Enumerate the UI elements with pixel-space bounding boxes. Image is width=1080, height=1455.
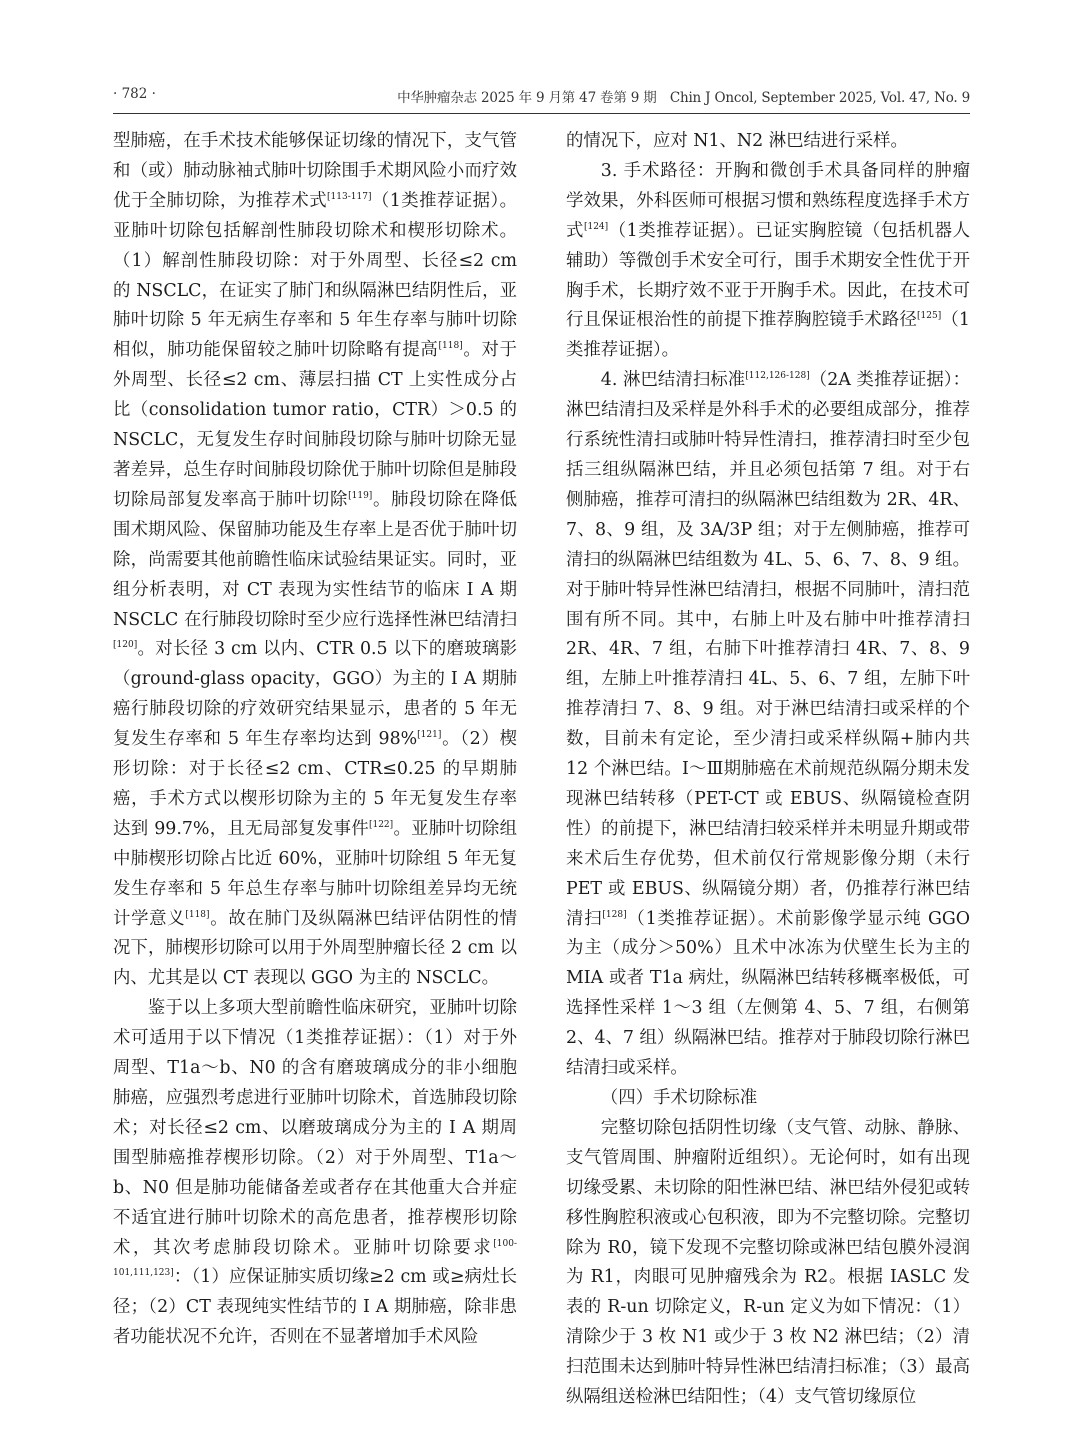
paragraph-lymph-node-dissection: 4. 淋巴结清扫标准[112,126-128]（2A 类推荐证据）：淋巴结清扫及采样是外科手术的必要组成部分，推荐行系统性清扫或肺叶特异性清扫，推荐清扫时至少包括三组纵隔淋巴结，并且必须包括第 7 组。对于右侧肺癌，推荐可清扫的纵隔淋巴结组数为 2R、4R、7、8、9 组，及 3A/3P 组；对于左侧肺癌，推荐可清扫的纵隔淋巴结组数为 4L、5、6、7、8、9 组。对于肺叶特异性淋巴结清扫，根据不同肺叶，清扫范围有所不同。其中，右肺上叶及右肺中叶推荐清扫 2R、4R、7 组，右肺下叶推荐清扫 4R、7、8、9 组，左肺上叶推荐清扫 4L、5、6、7 组，左肺下叶推荐清扫 7、8、9 组。对于淋巴结清扫或采样的个数，目前未有定论，至少清扫或采样纵隔+肺内共 12 个淋巴结。Ⅰ～Ⅲ期肺癌在术前规范纵隔分期未发现淋巴结转移（PET-CT 或 EBUS、纵隔镜检查阴性）的前提下，淋巴结清扫较采样并未明显升期或带来术后生存优势，但术前仅行常规影像分期（未行 PET 或 EBUS、纵隔镜分期）者，仍推荐行淋巴结清扫[128]（1类推荐证据）。术前影像学显示纯 GGO 为主（成分＞50%）且术中冰冻为伏壁生长为主的 MIA 或者 T1a 病灶，纵隔淋巴结转移概率极低，可选择性采样 1～3 组（左侧第 4、5、7 组，右侧第 2、4、7 组）纵隔淋巴结。推荐对于肺段切除行淋巴结清扫或采样。 [566,370,970,1079]
header-rule [113,113,970,114]
citation: [100-101,111,123] [113,1238,517,1279]
citation: [128] [602,909,627,920]
citation: [118] [185,909,210,920]
citation: [120] [113,640,138,651]
section-subheading: （四）手术切除标准 [600,1088,758,1108]
paragraph-indications: 鉴于以上多项大型前瞻性临床研究，亚肺叶切除术可适用于以下情况（1类推荐证据）：（1）对于外周型、T1a～b、N0 的含有磨玻璃成分的非小细胞肺癌，应强烈考虑进行亚肺叶切除术，首选肺段切除术；对长径≤2 cm、以磨玻璃成分为主的 Ⅰ A 期周围型肺癌推荐楔形切除。（2）对于外周型、T1a～b、N0 但是肺功能储备差或者存在其他重大合并症不适宜进行肺叶切除术的高危患者，推荐楔形切除术，其次考虑肺段切除术。亚肺叶切除要求[100-101,111,123]：（1）应保证肺实质切缘≥2 cm 或≥病灶长径；（2）CT 表现纯实性结节的 Ⅰ A 期肺癌，除非患者功能状况不允许，否则在不显著增加手术风险 [113,998,517,1348]
paragraph-sublobar-resection: 型肺癌，在手术技术能够保证切缘的情况下，支气管和（或）肺动脉袖式肺叶切除围手术期风险小而疗效优于全肺切除，为推荐术式[113-117]（1类推荐证据）。亚肺叶切除包括解剖性肺段切除术和楔形切除术。（1）解剖性肺段切除：对于外周型、长径≤2 cm 的 NSCLC，在证实了肺门和纵隔淋巴结阴性后，亚肺叶切除 5 年无病生存率和 5 年生存率与肺叶切除相似，肺功能保留较之肺叶切除略有提高[118]。对于外周型、长径≤2 cm、薄层扫描 CT 上实性成分占比（consolidation tumor ratio，CTR）＞0.5 的 NSCLC，无复发生存时间肺段切除与肺叶切除无显著差异，总生存时间肺段切除优于肺叶切除但是肺段切除局部复发率高于肺叶切除[119]。肺段切除在降低围术期风险、保留肺功能及生存率上是否优于肺叶切除，尚需要其他前瞻性临床试验结果证实。同时，亚组分析表明，对 CT 表现为实性结节的临床 Ⅰ A 期 NSCLC 在行肺段切除时至少应行选择性淋巴结清扫[120]。对长径 3 cm 以内、CTR 0.5 以下的磨玻璃影（ground-glass opacity，GGO）为主的 Ⅰ A 期肺癌行肺段切除的疗效研究结果显示，患者的 5 年无复发生存率和 5 年生存率均达到 98%[121]。（2）楔形切除：对于长径≤2 cm、CTR≤0.25 的早期肺癌，手术方式以楔形切除为主的 5 年无复发生存率达到 99.7%，且无局部复发事件[122]。亚肺叶切除组中肺楔形切除占比近 60%，亚肺叶切除组 5 年无复发生存率和 5 年总生存率与肺叶切除组差异均无统计学意义[118]。故在肺门及纵隔淋巴结评估阴性的情况下，肺楔形切除可以用于外周型肿瘤长径 2 cm 以内、尤其是以 CT 表现以 GGO 为主的 NSCLC。 [113,131,517,989]
citation: [113-117] [327,192,372,203]
journal-citation: 中华肿瘤杂志 2025 年 9 月第 47 卷第 9 期 Chin J Oncol, September 2025, Vol. 47, No. 9 [397,90,970,106]
paragraph-surgical-approach: 3. 手术路径：开胸和微创手术具备同样的肿瘤学效果，外科医师可根据习惯和熟练程度选择手术方式[124]（1类推荐证据）。已证实胸腔镜（包括机器人辅助）等微创手术安全可行，围手术期安全性优于开胸手术，长期疗效不亚于开胸手术。因此，在技术可行且保证根治性的前提下推荐胸腔镜手术路径[125]（1类推荐证据）。 [566,160,970,361]
citation: [112,126-128] [745,371,810,382]
citation: [121] [417,730,442,741]
left-column [113,127,517,1353]
citation: [125] [917,311,942,322]
running-header [113,86,970,108]
right-column [566,127,970,1413]
citation: [122] [368,820,394,831]
citation: [124] [583,221,609,232]
citation: [118] [438,341,463,352]
paragraph-resection-criteria: 完整切除包括阴性切缘（支气管、动脉、静脉、支气管周围、肿瘤附近组织）。无论何时，如有出现切缘受累、未切除的阳性淋巴结、淋巴结外侵犯或转移性胸腔积液或心包积液，即为不完整切除。完整切除为 R0，镜下发现不完整切除或淋巴结包膜外浸润为 R1，肉眼可见肿瘤残余为 R2。根据 IASLC 发表的 R-un 切除定义，R-un 定义为如下情况：（1）清除少于 3 枚 N1 或少于 3 枚 N2 淋巴结；（2）清扫范围未达到肺叶特异性淋巴结清扫标准；（3）最高纵隔组送检淋巴结阳性；（4）支气管切缘原位 [566,1117,970,1408]
page-number: · 782 · [113,86,156,102]
citation: [119] [348,491,373,502]
paragraph-continuation: 的情况下，应对 N1、N2 淋巴结进行采样。 [566,131,908,151]
